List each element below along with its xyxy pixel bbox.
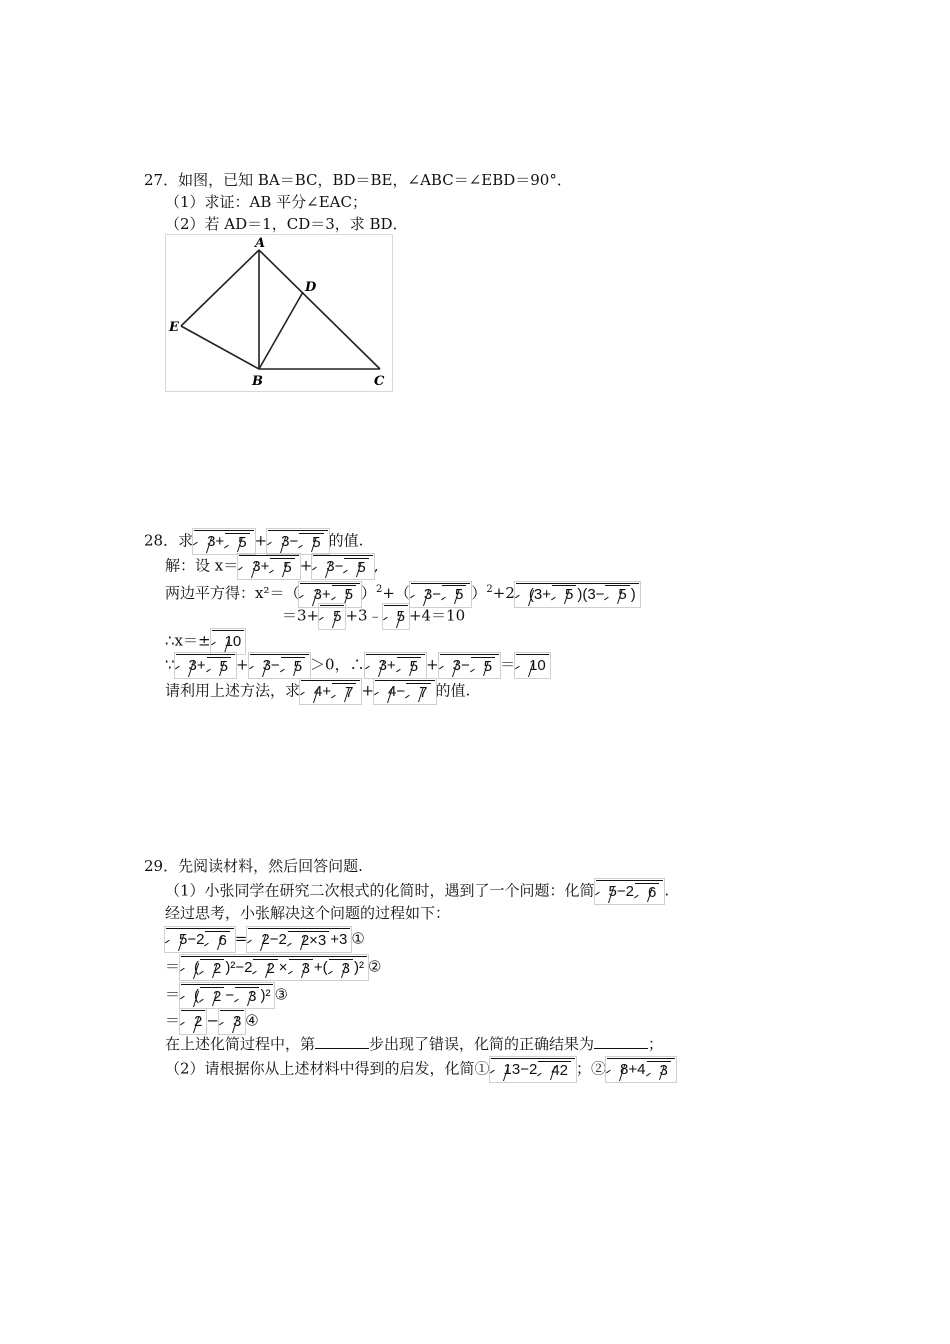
q29-step3: ＝ ( 2 − 3 )² ③	[165, 984, 288, 1007]
q28-line6: ∵ 3+ 5 + 3− 5 ＞0，∴ 3+ 5 + 3− 5 ＝ 10	[165, 654, 550, 677]
label-e: E	[169, 320, 179, 335]
segment-ac	[259, 250, 380, 369]
label-c: C	[374, 374, 385, 389]
label-a: A	[255, 236, 266, 251]
q29-fill-line: 在上述化简过程中，第 步出现了错误，化简的正确结果为 ；	[165, 1035, 664, 1053]
segment-ae	[181, 250, 259, 326]
q28-line1: 28．求 3+ 5 + 3− 5 的值.	[144, 530, 363, 553]
q27-part2: （2）若 AD＝1，CD＝3，求 BD．	[165, 215, 408, 233]
q28-line4: ＝3+ 5 +3﹣ 5 +4＝10	[282, 605, 465, 628]
answer-blank-result[interactable]	[594, 1034, 648, 1049]
q27-geometry-figure	[165, 234, 393, 392]
label-d: D	[305, 280, 317, 295]
segment-eb	[181, 326, 259, 369]
label-b: B	[252, 374, 263, 389]
q29-part1-intro: 经过思考，小张解决这个问题的过程如下：	[165, 904, 451, 922]
q29-step1: 5−2 6 = 2−2 2×3 +3 ①	[165, 928, 365, 951]
q28-line2: 解：设 x＝ 3+ 5 + 3− 5 ,	[165, 555, 379, 578]
q29-step2: ＝ ( 2 )²−2 2 × 3 +( 3 )² ②	[165, 956, 381, 979]
q27-stem: 27．如图，已知 BA＝BC，BD＝BE，∠ABC＝∠EBD＝90°．	[144, 171, 572, 189]
segment-bd	[259, 292, 303, 369]
q27-part1: （1）求证：AB 平分∠EAC；	[165, 193, 367, 211]
q29-step4: ＝ 2 − 3 ④	[165, 1010, 259, 1033]
answer-blank-step[interactable]	[315, 1034, 369, 1049]
q28-line5: ∴x＝± 10	[165, 630, 245, 653]
q28-line3: 两边平方得：x²＝（ 3+ 5 ）$^2$+（ 3− 5 ）$^2$+2 (3+ 5 )(3− 5 )	[165, 580, 640, 606]
q29-part2: （2）请根据你从上述材料中得到的启发，化简① 13−2 42 ；② 8+4 3	[165, 1058, 676, 1081]
q28-line7: 请利用上述方法，求 4+ 7 + 4− 7 的值.	[165, 680, 470, 703]
q29-part1: （1）小张同学在研究二次根式的化简时，遇到了一个问题：化简 5−2 6 .	[165, 880, 669, 903]
q29-stem: 29．先阅读材料，然后回答问题.	[144, 857, 363, 875]
